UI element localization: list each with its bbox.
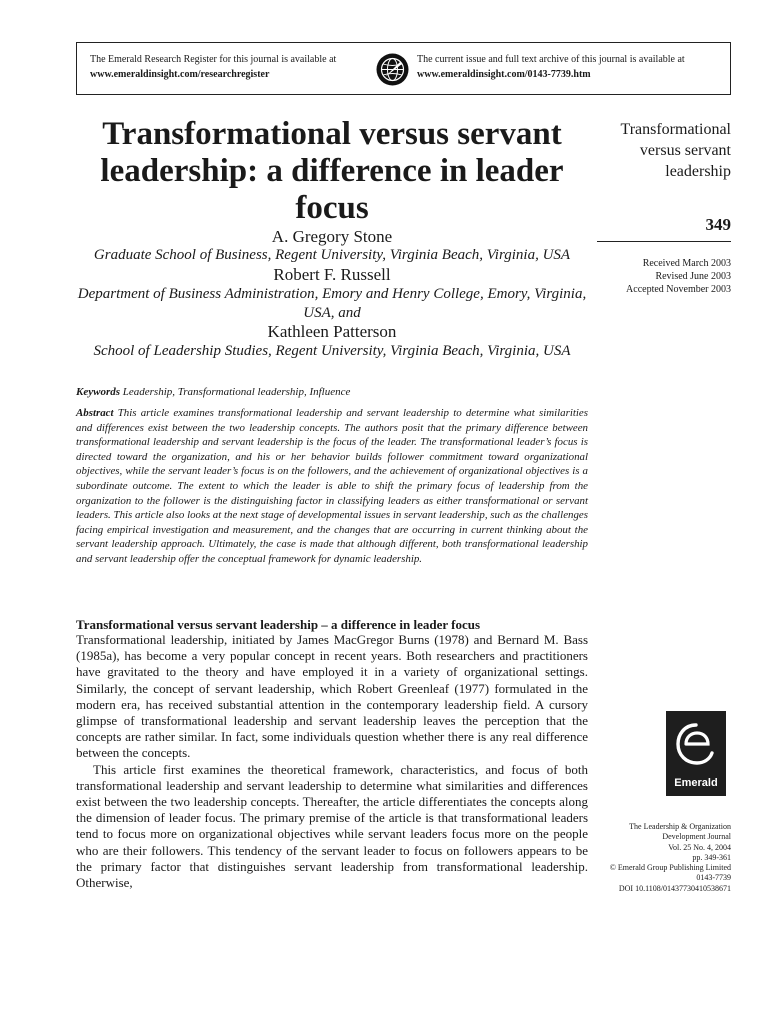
author-affiliation: Department of Business Administration, Emory and Henry College, Emory, Virginia, USA, and	[77, 286, 587, 321]
availability-banner	[76, 42, 731, 95]
author-name: Kathleen Patterson	[267, 322, 397, 341]
journal-pages: pp. 349-361	[692, 852, 731, 862]
sidebar-divider	[597, 241, 731, 242]
author-name: Robert F. Russell	[273, 265, 391, 284]
article-dates	[590, 257, 731, 296]
revised-date: Revised June 2003	[655, 271, 731, 282]
article-title: Transformational versus servant leadership: a difference in leader focus	[100, 116, 564, 226]
banner-right-link[interactable]: www.emeraldinsight.com/0143-7739.htm	[417, 69, 591, 80]
running-title: Transformational versus servant leadership	[620, 121, 731, 180]
keywords	[76, 385, 588, 399]
author-affiliation: School of Leadership Studies, Regent University, Virginia Beach, Virginia, USA	[93, 343, 571, 359]
keywords-value: Leadership, Transformational leadership, Influence	[122, 386, 351, 398]
banner-right	[417, 52, 732, 82]
abstract	[76, 406, 588, 567]
logo-text: Emerald	[674, 777, 718, 789]
keywords-label: Keywords	[76, 386, 120, 398]
journal-doi: DOI 10.1108/01437730410538671	[618, 883, 731, 893]
journal-volume: Vol. 25 No. 4, 2004	[668, 842, 731, 852]
journal-name: The Leadership & Organization	[629, 822, 731, 831]
globe-icon	[376, 53, 409, 86]
emerald-logo	[666, 711, 726, 796]
section-heading: Transformational versus servant leadership – a difference in leader focus	[76, 617, 481, 632]
journal-copyright: © Emerald Group Publishing Limited	[609, 863, 731, 873]
banner-right-text: The current issue and full text archive of this journal is available at	[417, 54, 685, 65]
body-text	[76, 632, 588, 891]
paragraph: Transformational leadership, initiated by James MacGregor Burns (1978) and Bernard M. Bass (1985a), has become a very popular concept in recent years. Both researchers and practitioners have gravitated to the theory and have employed it in a variety of organizational settings. Similarly, the concept of servant leadership, which Robert Greenleaf (1977) formulated in the modern era, has received substantial attention in the contemporary leadership field. A cursory glimpse of transformational leadership and servant leadership leaves the perception that the concepts are rather similar. In fact, some individuals question whether there is any real difference between the concepts.	[76, 632, 588, 761]
journal-issn: 0143-7739	[696, 873, 731, 883]
received-date: Received March 2003	[642, 258, 731, 269]
banner-left	[90, 52, 380, 82]
abstract-label: Abstract	[76, 407, 114, 419]
banner-left-text: The Emerald Research Register for this journal is available at	[90, 54, 337, 65]
author-name: A. Gregory Stone	[271, 227, 393, 246]
journal-name-cont: Development Journal	[662, 832, 731, 842]
abstract-text: This article examines transformational leadership and servant leadership to determine what similarities and differences exist between the two leadership concepts. The authors posit that the primary difference between transformational leadership and servant leadership is the focus of the leader. The transformational leader’s focus is directed toward the organization, and his or her behavior builds follower commitment toward organizational objectives, while the servant leader’s focus is on the followers, and the achievement of organizational objectives is a subordinate outcome. The extent to which the leader is able to shift the primary focus of leadership from the organization to the follower is the distinguishing factor in classifying leaders as either transformational or servant leaders. This article also looks at the next stage of developmental issues in servant leadership, such as the challenges facing empirical investigation and measurement, and the changes that are occurring in current thinking about the servant leadership approach. Ultimately, the case is made that although different, both transformational leadership and servant leadership offer the conceptual framework for dynamic leadership.	[76, 407, 588, 565]
banner-left-link[interactable]: www.emeraldinsight.com/researchregister	[90, 69, 270, 80]
author-affiliation: Graduate School of Business, Regent University, Virginia Beach, Virginia, USA	[93, 247, 571, 263]
paragraph: This article first examines the theoretical framework, characteristics, and focus of both transformational leadership and servant leadership to determine what similarities and differences exist between the two leadership concepts. Thereafter, the article differentiates the concepts along the dimension of leader focus. The primary premise of the article is that transformational leaders tend to focus more on organizational objectives while servant leaders focus more on the people who are their followers. This tendency of the servant leader to focus on followers appears to be the primary factor that distinguishes servant leadership from transformational leadership. Otherwise,	[76, 761, 588, 891]
page-number: 349	[705, 215, 731, 234]
journal-info	[590, 822, 731, 894]
accepted-date: Accepted November 2003	[626, 284, 731, 295]
